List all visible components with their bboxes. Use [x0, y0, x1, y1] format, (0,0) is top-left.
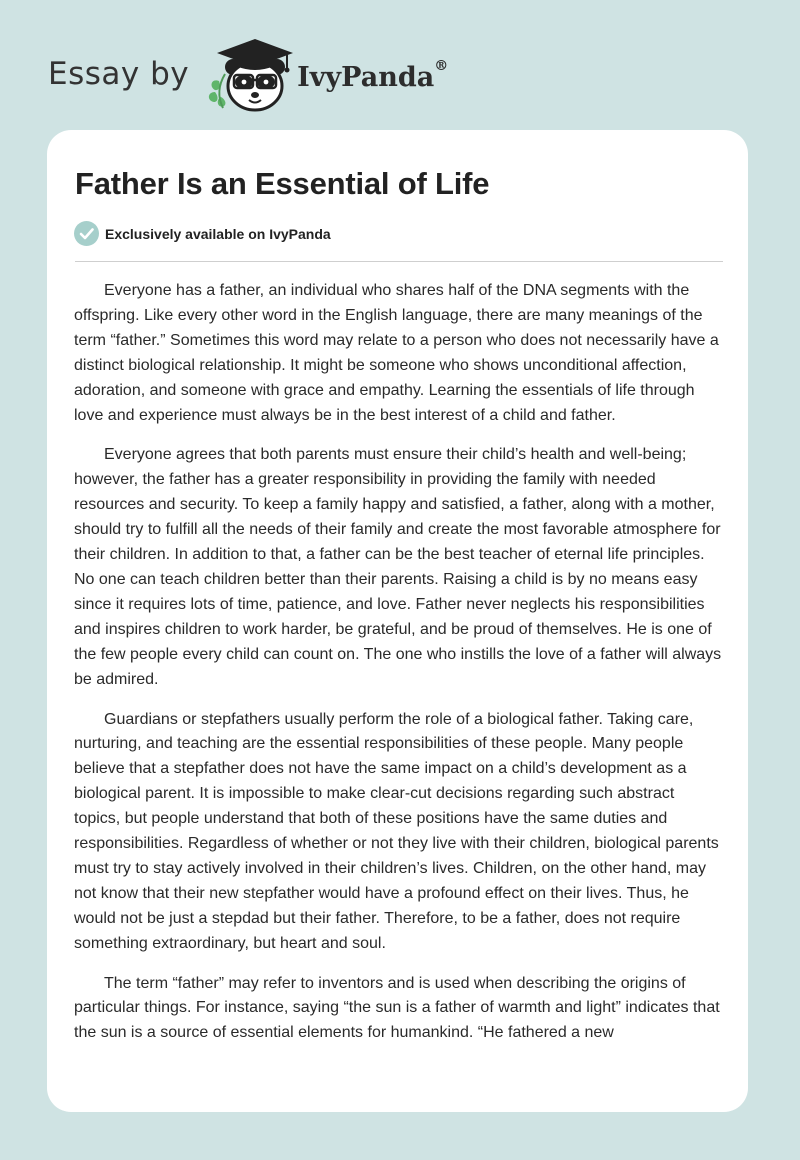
paragraph: Everyone has a father, an individual who shares half of the DNA segments with the offspring. Like every other word in the English language, there are many meanings of the term “father.” Sometimes this word may relate to a person who does not necessarily have a distinct biological relationship. It might be someone who shows unconditional affection, adoration, and someone with grace and empathy. Learning the essentials of life through love and experience must always be in the best interest of a child and father. [74, 282, 719, 424]
essay-card [47, 130, 748, 1112]
paragraph: Guardians or stepfathers usually perform the role of a biological father. Taking care, nurturing, and teaching are the essential responsibilities of these people. Many people believe that a stepfather does not have the same impact on a child’s development as a biological parent. It is impossible to make clear-cut decisions regarding such abstract topics, but people understand that both of these positions have the same duties and responsibilities. Regardless of whether or not they live with their children, biological parents must try to stay actively involved in their children’s lives. Children, on the other hand, may not know that their new stepfather would have a profound effect on their lives. Thus, he would not be just a stepdad but their father. Therefore, to be a father, does not require something extraordinary, but heart and soul. [74, 710, 719, 952]
essay-body [74, 279, 724, 1061]
brand-name [297, 57, 449, 93]
brand-wordmark: IvyPanda [297, 61, 435, 93]
registered-mark: ® [434, 57, 449, 74]
ivy-leaf-icon [209, 80, 226, 106]
exclusive-badge [74, 221, 331, 246]
site-header-logo[interactable] [48, 34, 448, 114]
exclusive-badge-label: Exclusively available on IvyPanda [105, 225, 331, 242]
divider [75, 261, 723, 262]
panda-mascot-icon [203, 34, 295, 114]
paragraph: Everyone agrees that both parents must ensure their child’s health and well-being; however, the father has a greater responsibility in providing the family with needed resources and security. To keep a family happy and satisfied, a father, along with a mother, should try to fulfill all the needs of their family and create the most favorable atmosphere for their children. In addition to that, a father can be the best teacher of eternal life principles. No one can teach children better than their parents. Raising a child is by no means easy since it requires lots of time, patience, and love. Father never neglects his responsibilities and inspires children to work harder, be grateful, and be proud of themselves. He is one of the few people every child can count on. The one who instills the love of a father will always be admired. [74, 446, 722, 688]
page-title: Father Is an Essential of Life [75, 166, 490, 201]
paragraph: The term “father” may refer to inventors and is used when describing the origins of particular things. For instance, saying “the sun is a father of warmth and light” indicates that the sun is a source of essential elements for humankind. “He fathered a new [74, 974, 720, 1042]
essay-by-label: Essay by [48, 56, 190, 92]
check-circle-icon [74, 221, 99, 246]
